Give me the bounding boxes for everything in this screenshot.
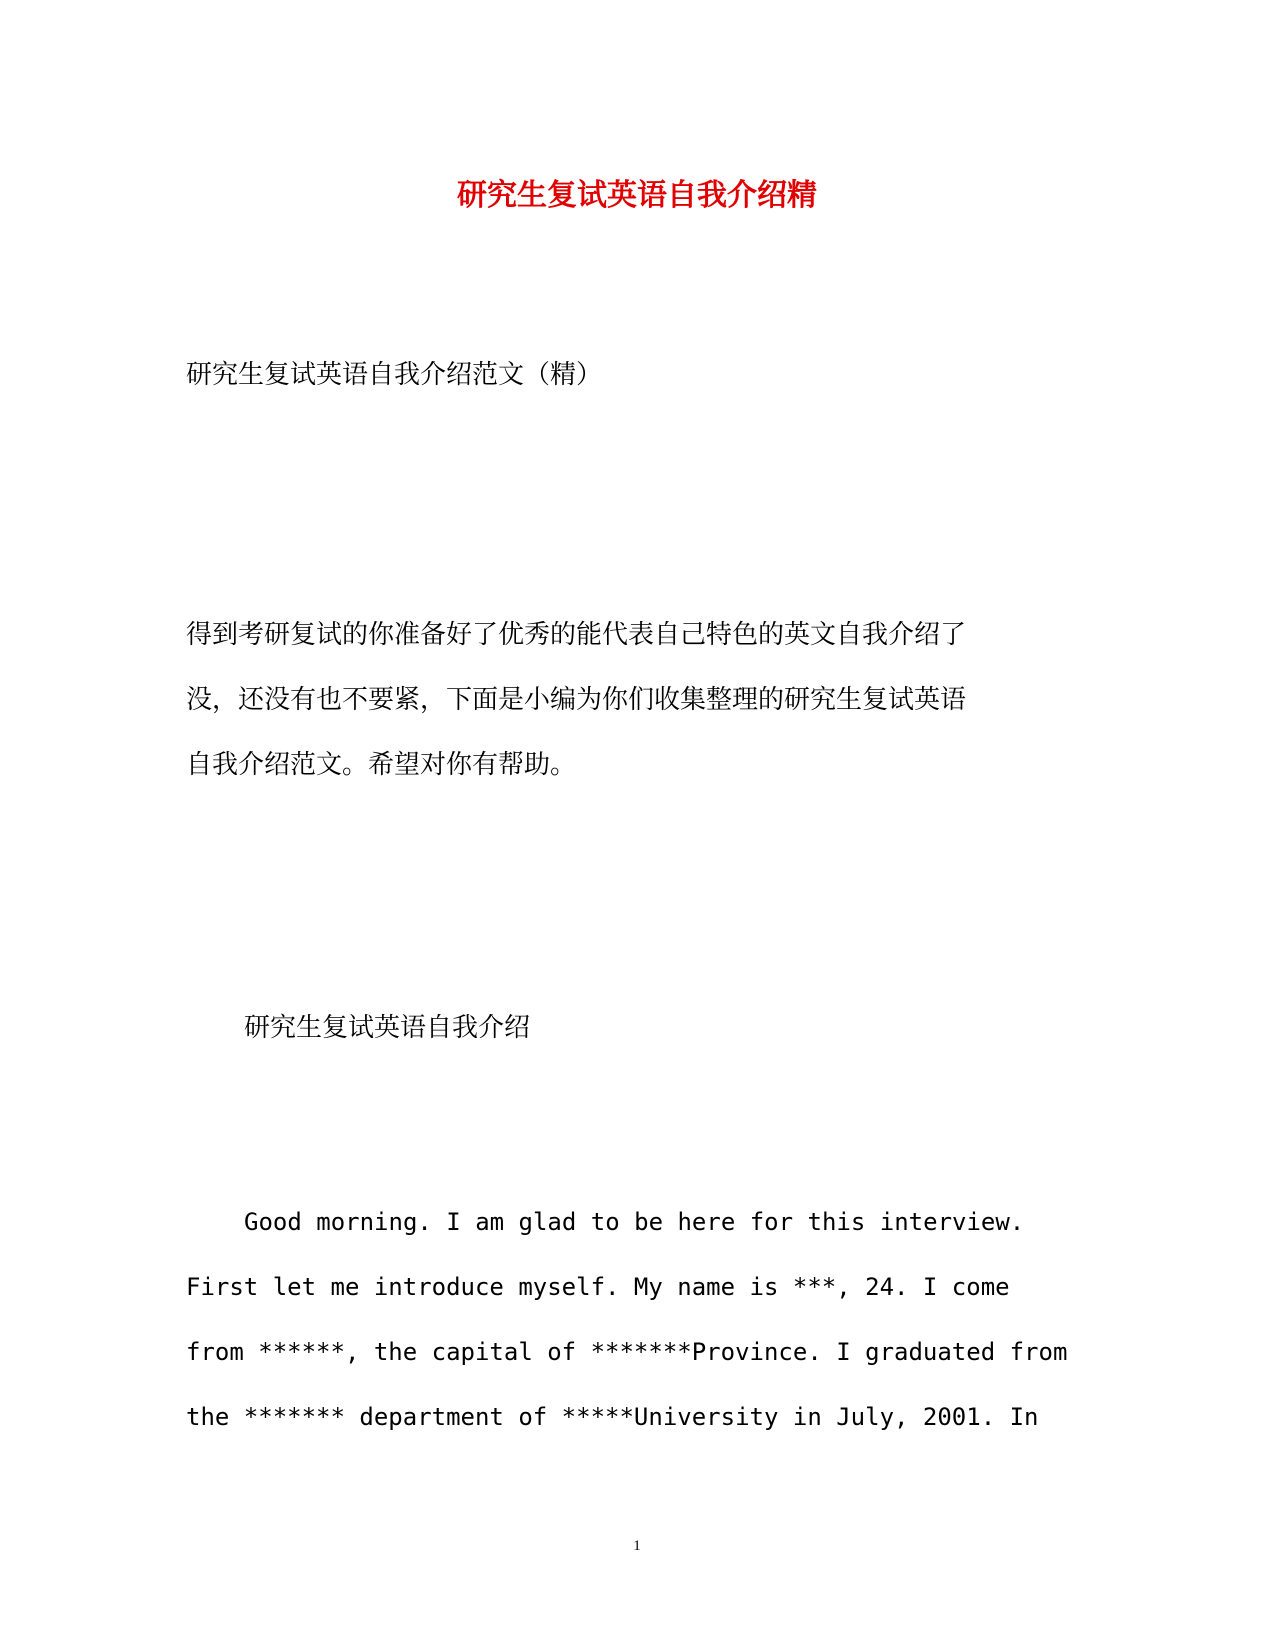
page-number: 1 — [633, 1538, 641, 1554]
intro-line: 自我介绍范文。希望对你有帮助。 — [186, 750, 577, 780]
intro-paragraph — [186, 618, 1086, 813]
english-line: the ******* department of *****University in July, 2001. In — [186, 1403, 1039, 1431]
document-subtitle: 研究生复试英语自我介绍范文（精） — [186, 360, 603, 390]
english-paragraph — [186, 1206, 1086, 1466]
section-heading: 研究生复试英语自我介绍 — [244, 1013, 531, 1043]
english-line: First let me introduce myself. My name is ***, 24. I come — [186, 1273, 1010, 1301]
document-title: 研究生复试英语自我介绍精 — [457, 178, 817, 213]
intro-line: 得到考研复试的你准备好了优秀的能代表自己特色的英文自我介绍了 — [186, 620, 967, 650]
english-line: Good morning. I am glad to be here for this interview. — [244, 1208, 1025, 1236]
english-line: from ******, the capital of *******Province. I graduated from — [186, 1338, 1068, 1366]
intro-line: 没，还没有也不要紧，下面是小编为你们收集整理的研究生复试英语 — [186, 685, 967, 715]
